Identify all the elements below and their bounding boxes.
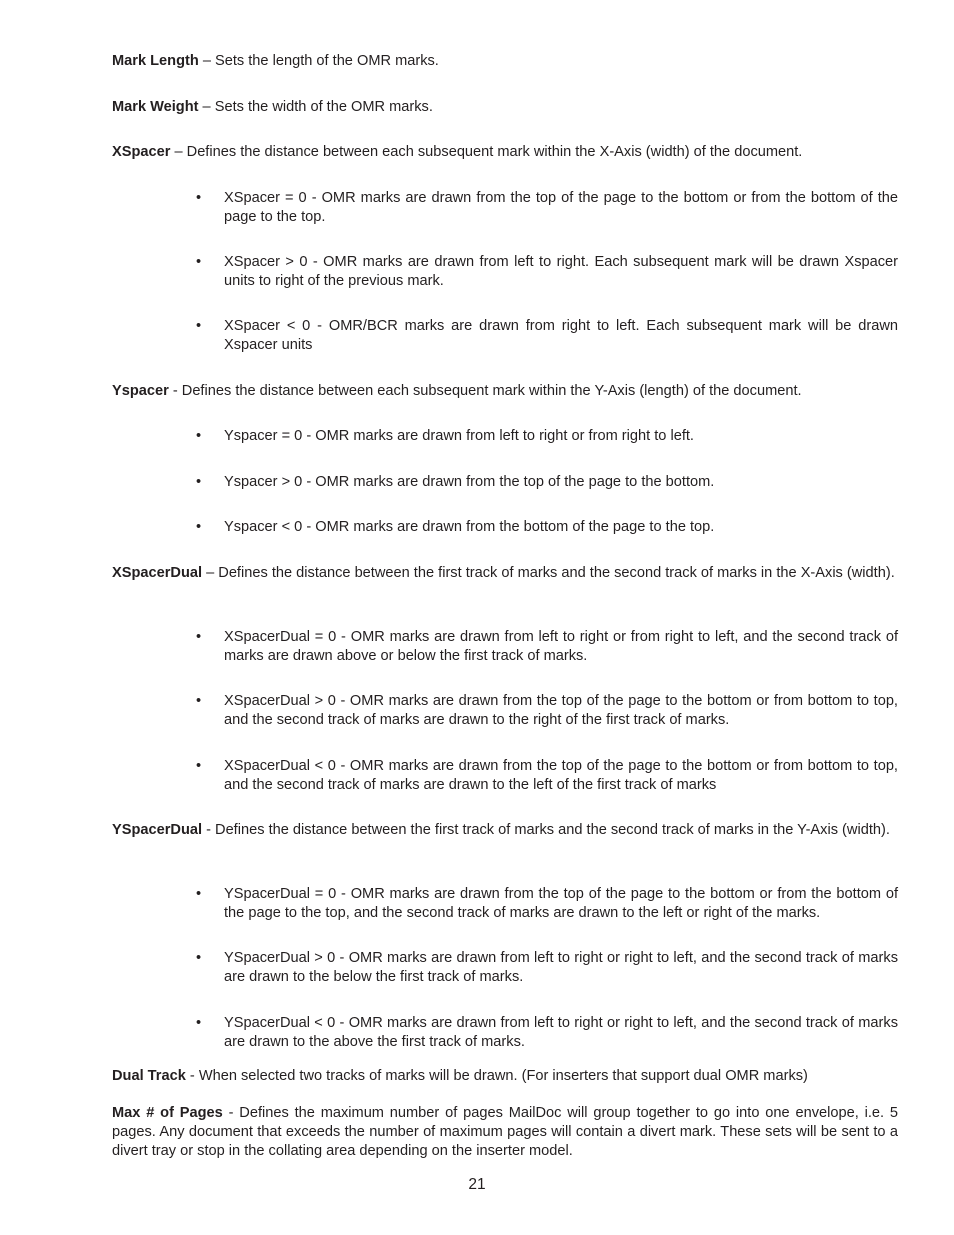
definition-xspacerdual: XSpacerDual – Defines the distance between the first track of marks and the second track of marks in the X-Axis (width). [112, 565, 895, 581]
page-number: 21 [468, 1176, 486, 1193]
list-item: • XSpacer < 0 - OMR/BCR marks are drawn from right to left. Each subsequent mark will be drawn Xspacer units [196, 318, 898, 353]
bullet-icon: • [196, 629, 202, 645]
list-item: • XSpacerDual = 0 - OMR marks are drawn from left to right or from right to left, and the second track of marks are drawn above or below the first track of marks. [196, 629, 898, 664]
list-item: • Yspacer > 0 - OMR marks are drawn from the top of the page to the bottom. [196, 474, 715, 490]
bullet-icon: • [196, 474, 202, 490]
list-item: • YSpacerDual < 0 - OMR marks are drawn from left to right or right to left, and the second track of marks are drawn to the above the first track of marks. [196, 1015, 898, 1050]
list-item: • XSpacer = 0 - OMR marks are drawn from the top of the page to the bottom or from the bottom of the page to the top. [196, 190, 898, 225]
definition-text: When selected two tracks of marks will be drawn. (For inserters that support dual OMR marks) [198, 1068, 808, 1084]
list-item: • YSpacerDual > 0 - OMR marks are drawn from left to right or right to left, and the second track of marks are drawn to the below the first track of marks. [196, 950, 898, 985]
bullet-icon: • [196, 254, 202, 270]
list-item: • XSpacer > 0 - OMR marks are drawn from left to right. Each subsequent mark will be drawn Xspacer units to right of the previous mark. [196, 254, 898, 289]
definition-term: YSpacerDual [112, 822, 203, 838]
bullet-icon: • [196, 190, 202, 206]
definition-dual-track: Dual Track - When selected two tracks of marks will be drawn. (For inserters that support dual OMR marks) [112, 1068, 808, 1084]
definition-mark-length: Mark Length – Sets the length of the OMR marks. [112, 53, 439, 69]
bullet-icon: • [196, 318, 202, 334]
definition-text: Sets the length of the OMR marks. [215, 53, 439, 69]
definition-yspacerdual: YSpacerDual - Defines the distance between the first track of marks and the second track of marks in the Y-Axis (width). [112, 822, 890, 838]
definition-mark-weight: Mark Weight – Sets the width of the OMR marks. [112, 99, 433, 115]
definition-yspacer: Yspacer - Defines the distance between each subsequent mark within the Y-Axis (length) of the document. [112, 383, 802, 399]
list-item: • Yspacer = 0 - OMR marks are drawn from left to right or from right to left. [196, 428, 694, 444]
definition-text: Sets the width of the OMR marks. [214, 99, 433, 115]
bullet-icon: • [196, 519, 202, 535]
definition-term: Dual Track [112, 1068, 186, 1084]
bullet-icon: • [196, 950, 202, 966]
list-item: • XSpacerDual > 0 - OMR marks are drawn from the top of the page to the bottom or from bottom to top, and the second track of marks are drawn to the right of the first track of marks. [196, 693, 898, 728]
bullet-icon: • [196, 758, 202, 774]
definition-text: Defines the maximum number of pages MailDoc will group together to go into one envelope, i.e. 5 pages. Any document that exceeds the number of maximum pages will contain a divert mark. These sets will be sent to a divert tray or stop in the collating area depending on the inserter model. [112, 1105, 898, 1159]
definition-term: Mark Weight [112, 99, 199, 115]
definition-term: XSpacer [112, 144, 171, 160]
list-item: • Yspacer < 0 - OMR marks are drawn from the bottom of the page to the top. [196, 519, 715, 535]
bullet-icon: • [196, 693, 202, 709]
bullet-icon: • [196, 428, 202, 444]
definition-text: Defines the distance between the first track of marks and the second track of marks in the Y-Axis (width). [215, 822, 890, 838]
definition-text: Defines the distance between each subsequent mark within the X-Axis (width) of the document. [186, 144, 803, 160]
definition-text: Defines the distance between each subsequent mark within the Y-Axis (length) of the document. [181, 383, 802, 399]
list-item: • XSpacerDual < 0 - OMR marks are drawn from the top of the page to the bottom or from bottom to top, and the second track of marks are drawn to the left of the first track of marks [196, 758, 898, 793]
list-item: • YSpacerDual = 0 - OMR marks are drawn from the top of the page to the bottom or from the bottom of the page to the top, and the second track of marks are drawn to the left or right of the marks. [196, 886, 898, 921]
definition-max-pages: Max # of Pages - Defines the maximum number of pages MailDoc will group together to go into one envelope, i.e. 5 pages. Any document that exceeds the number of maximum pages will contain a divert mark. These sets will be sent to a divert tray or stop in the collating area depending on the inserter model. [112, 1105, 898, 1159]
definition-xspacer: XSpacer – Defines the distance between each subsequent mark within the X-Axis (width) of the document. [112, 144, 803, 160]
definition-term: Max # of Pages [112, 1105, 223, 1121]
bullet-icon: • [196, 1015, 202, 1031]
bullet-icon: • [196, 886, 202, 902]
definition-term: Mark Length [112, 53, 199, 69]
definition-term: XSpacerDual [112, 565, 203, 581]
definition-term: Yspacer [112, 383, 169, 399]
definition-text: Defines the distance between the first track of marks and the second track of marks in the X-Axis (width). [218, 565, 895, 581]
